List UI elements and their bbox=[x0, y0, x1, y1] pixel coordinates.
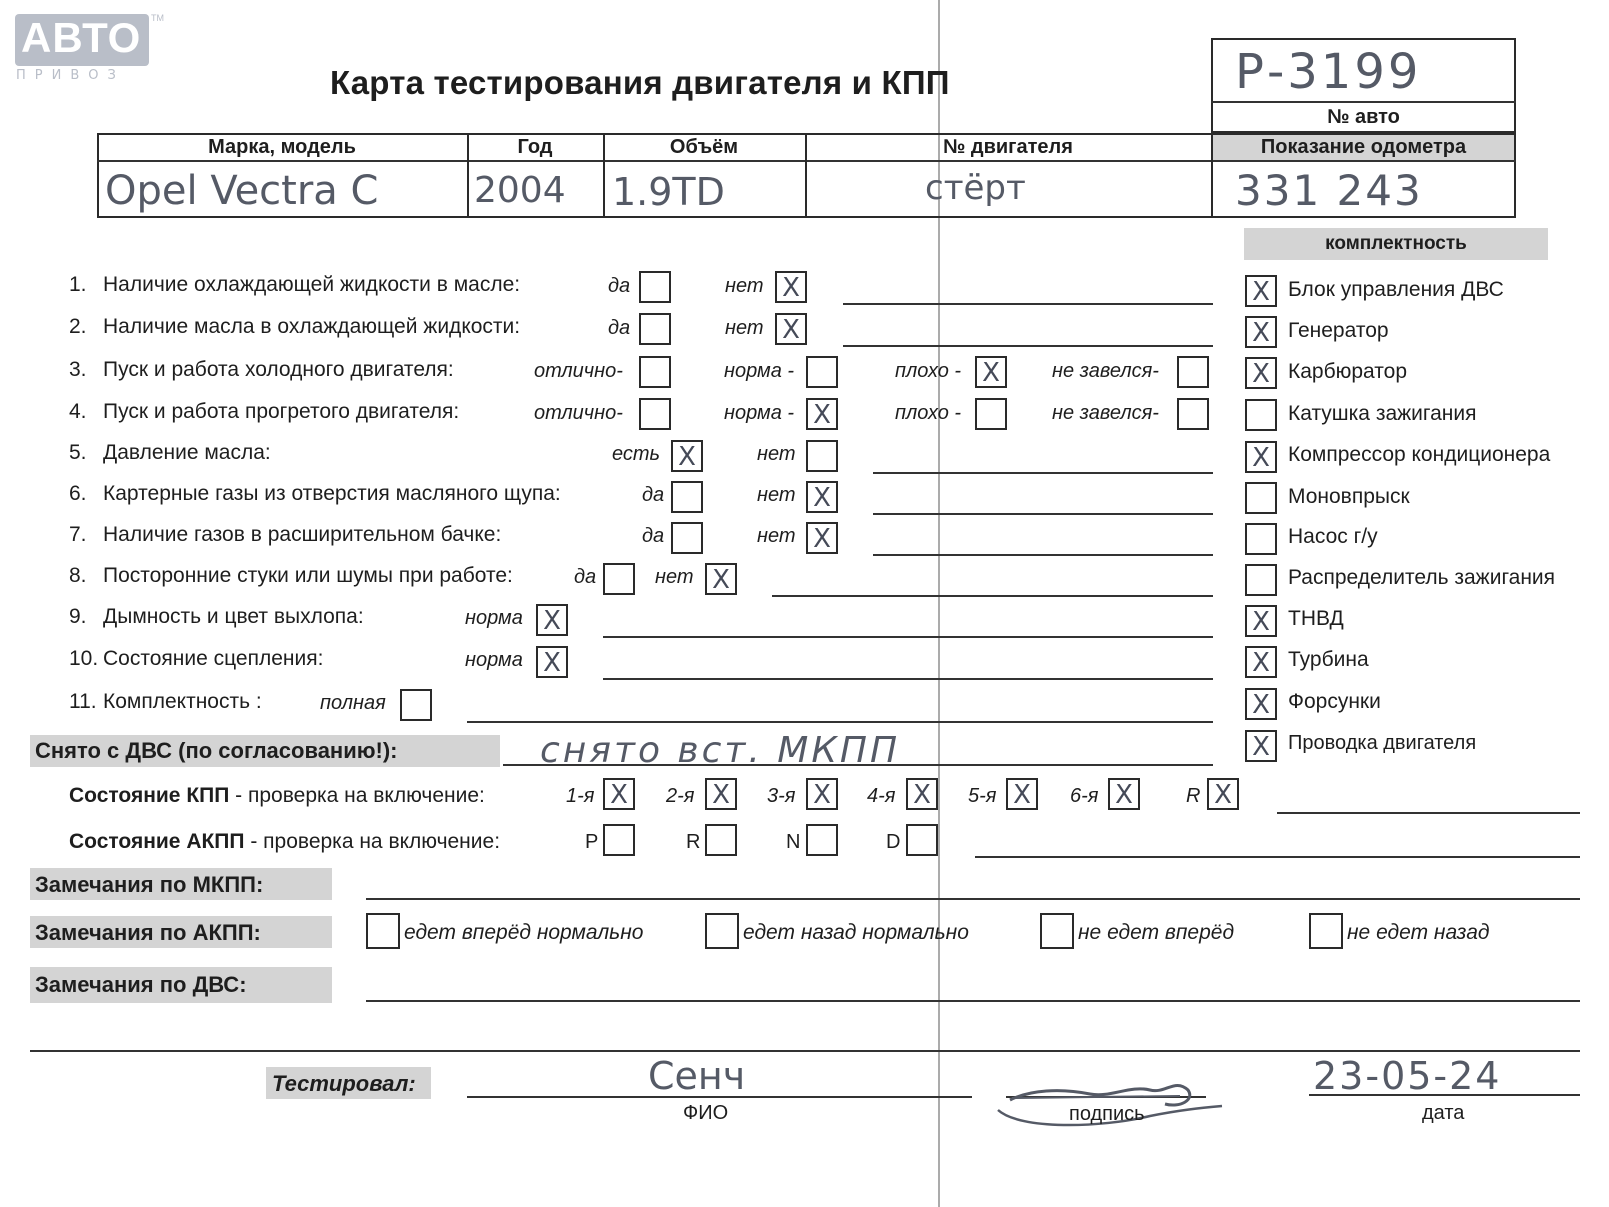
option-bad: плохо - bbox=[895, 360, 962, 382]
signature-label: подпись bbox=[1069, 1103, 1145, 1125]
option-normal: норма - bbox=[724, 360, 795, 382]
mode-label: P bbox=[585, 831, 599, 853]
gear-checkbox-6[interactable] bbox=[1108, 778, 1140, 810]
comment-line bbox=[843, 303, 1213, 305]
check-number: 8. bbox=[69, 564, 87, 587]
checkbox-row8-yes[interactable] bbox=[603, 563, 635, 595]
value-make-model: Opel Vectra C bbox=[105, 168, 379, 214]
checkbox-row10-norma[interactable] bbox=[536, 646, 568, 678]
tested-label: Тестировал: bbox=[272, 1071, 416, 1096]
option-not-started: не завелся- bbox=[1052, 402, 1159, 424]
option-no: нет bbox=[757, 484, 796, 506]
check-label: Картерные газы из отверстия масляного щупа: bbox=[103, 482, 561, 505]
akpp-remark-label: не едет назад bbox=[1347, 921, 1490, 944]
remarks-dvs-label: Замечания по ДВС: bbox=[35, 972, 247, 997]
check-number: 11. bbox=[69, 690, 97, 713]
fio-label: ФИО bbox=[683, 1102, 729, 1124]
comment-line bbox=[467, 721, 1213, 723]
logo-text: АВТО bbox=[21, 14, 142, 61]
removed-label: Снято с ДВС (по согласованию!): bbox=[35, 738, 398, 763]
akpp-checkbox-d[interactable] bbox=[906, 824, 938, 856]
kit-checkbox[interactable] bbox=[1245, 275, 1277, 307]
kit-checkbox[interactable] bbox=[1245, 441, 1277, 473]
checkbox-row6-yes[interactable] bbox=[671, 481, 703, 513]
kit-checkbox[interactable] bbox=[1245, 523, 1277, 555]
check-mark: X bbox=[813, 400, 831, 430]
gear-label: 4-я bbox=[867, 785, 896, 807]
remarks-dvs-line bbox=[366, 1000, 1580, 1002]
check-label: Наличие масла в охлаждающей жидкости: bbox=[103, 315, 521, 338]
check-label: Пуск и работа прогретого двигателя: bbox=[103, 400, 460, 423]
checkbox-row4-excellent[interactable] bbox=[639, 398, 671, 430]
car-number-underline bbox=[1211, 101, 1516, 103]
car-number-value: Р-3199 bbox=[1235, 44, 1422, 100]
kit-checkbox[interactable] bbox=[1245, 399, 1277, 431]
check-number: 10. bbox=[69, 647, 99, 670]
checkbox-row5-exists[interactable] bbox=[671, 440, 703, 472]
gear-checkbox-1[interactable] bbox=[603, 778, 635, 810]
akpp-label-bold: Состояние АКПП bbox=[69, 830, 245, 853]
gear-checkbox-r[interactable] bbox=[1207, 778, 1239, 810]
option-not-started: не завелся- bbox=[1052, 360, 1159, 382]
fio-value: Сенч bbox=[648, 1054, 746, 1098]
option-bad: плохо - bbox=[895, 402, 962, 424]
kit-checkbox[interactable] bbox=[1245, 357, 1277, 389]
checkbox-row4-normal[interactable] bbox=[806, 398, 838, 430]
check-label: Пуск и работа холодного двигателя: bbox=[103, 358, 454, 381]
check-mark: X bbox=[913, 780, 931, 810]
check-mark: X bbox=[1013, 780, 1031, 810]
comment-line bbox=[772, 595, 1213, 597]
option-excellent: отлично- bbox=[534, 360, 623, 382]
option-yes: да bbox=[642, 525, 665, 547]
kit-item-label: Насос г/у bbox=[1288, 525, 1378, 548]
kit-item-label: Форсунки bbox=[1288, 690, 1381, 713]
checkbox-row11-full[interactable] bbox=[400, 689, 432, 721]
check-mark: X bbox=[712, 565, 730, 595]
akpp-remark-checkbox-forward-ok[interactable] bbox=[366, 913, 400, 949]
checkbox-row7-no[interactable] bbox=[806, 522, 838, 554]
comment-line bbox=[873, 513, 1213, 515]
kit-item-label: Распределитель зажигания bbox=[1288, 566, 1556, 589]
gear-checkbox-3[interactable] bbox=[806, 778, 838, 810]
checkbox-row2-no[interactable] bbox=[775, 313, 807, 345]
gear-checkbox-4[interactable] bbox=[906, 778, 938, 810]
check-mark: X bbox=[610, 780, 628, 810]
check-mark: X bbox=[543, 606, 561, 636]
check-number: 2. bbox=[69, 315, 87, 338]
gear-label: 3-я bbox=[767, 785, 796, 807]
kit-item-label: Проводка двигателя bbox=[1288, 732, 1477, 754]
kit-title: комплектность bbox=[1325, 233, 1467, 254]
check-mark: X bbox=[1252, 359, 1270, 389]
check-number: 1. bbox=[69, 273, 87, 296]
kpp-label-rest: - проверка на включение: bbox=[229, 784, 485, 807]
akpp-label bbox=[69, 830, 500, 854]
check-mark: X bbox=[982, 358, 1000, 388]
checkbox-row1-yes[interactable] bbox=[639, 271, 671, 303]
kit-checkbox[interactable] bbox=[1245, 564, 1277, 596]
checkbox-row7-yes[interactable] bbox=[671, 522, 703, 554]
gear-label: 1-я bbox=[566, 785, 595, 807]
mode-label: D bbox=[886, 831, 901, 853]
check-number: 6. bbox=[69, 482, 87, 505]
check-mark: X bbox=[543, 648, 561, 678]
checkbox-row2-yes[interactable] bbox=[639, 313, 671, 345]
date-label: дата bbox=[1422, 1102, 1465, 1124]
car-number-label: № авто bbox=[1327, 106, 1400, 128]
mode-label: R bbox=[686, 831, 701, 853]
check-mark: X bbox=[782, 315, 800, 345]
kit-item-label: Карбюратор bbox=[1288, 360, 1408, 383]
checkbox-row6-no[interactable] bbox=[806, 481, 838, 513]
kit-item-label: Генератор bbox=[1288, 319, 1389, 342]
date-value: 23-05-24 bbox=[1313, 1054, 1502, 1098]
akpp-checkbox-p[interactable] bbox=[603, 824, 635, 856]
check-label: Давление масла: bbox=[103, 441, 271, 464]
checkbox-row9-norma[interactable] bbox=[536, 604, 568, 636]
akpp-label-rest: - проверка на включение: bbox=[244, 830, 501, 853]
akpp-remark-checkbox-no-reverse[interactable] bbox=[1309, 913, 1343, 949]
check-label: Состояние сцепления: bbox=[103, 647, 324, 670]
akpp-comment-line bbox=[975, 856, 1580, 858]
header-make-model: Марка, модель bbox=[208, 136, 356, 158]
checkbox-row3-not-started[interactable] bbox=[1177, 356, 1209, 388]
akpp-remark-label: едет назад нормально bbox=[743, 921, 969, 944]
check-mark: X bbox=[1252, 607, 1270, 637]
akpp-checkbox-r[interactable] bbox=[705, 824, 737, 856]
header-volume: Объём bbox=[669, 136, 739, 158]
akpp-remark-label: едет вперёд нормально bbox=[404, 921, 644, 944]
check-label: Дымность и цвет выхлопа: bbox=[103, 605, 364, 628]
kit-item-label: ТНВД bbox=[1288, 607, 1344, 630]
check-number: 4. bbox=[69, 400, 87, 423]
kit-item-label: Компрессор кондиционера bbox=[1288, 443, 1551, 466]
comment-line bbox=[843, 345, 1213, 347]
checkbox-row1-no[interactable] bbox=[775, 271, 807, 303]
akpp-remark-checkbox-no-forward[interactable] bbox=[1040, 913, 1074, 949]
akpp-remark-checkbox-reverse-ok[interactable] bbox=[705, 913, 739, 949]
check-label: Наличие газов в расширительном бачке: bbox=[103, 523, 502, 546]
gear-label: 6-я bbox=[1070, 785, 1099, 807]
gear-checkbox-2[interactable] bbox=[705, 778, 737, 810]
check-number: 5. bbox=[69, 441, 87, 464]
gear-label: R bbox=[1186, 785, 1201, 807]
removed-value: снято вст. МКПП bbox=[540, 730, 901, 771]
akpp-remark-label: не едет вперёд bbox=[1078, 921, 1235, 944]
kit-item-label: Турбина bbox=[1288, 648, 1369, 671]
check-mark: X bbox=[712, 780, 730, 810]
option-norma: норма bbox=[465, 607, 523, 629]
option-yes: да bbox=[574, 566, 597, 588]
gear-label: 5-я bbox=[968, 785, 997, 807]
mode-label: N bbox=[786, 831, 801, 853]
header-odometer: Показание одометра bbox=[1260, 136, 1467, 158]
remarks-akpp-label: Замечания по АКПП: bbox=[35, 920, 261, 945]
kit-checkbox[interactable] bbox=[1245, 730, 1277, 762]
kit-checkbox[interactable] bbox=[1245, 316, 1277, 348]
logo-subtext: ПРИВОЗ bbox=[16, 68, 125, 83]
comment-line bbox=[603, 678, 1213, 680]
kit-checkbox[interactable] bbox=[1245, 688, 1277, 720]
kit-item-label: Блок управления ДВС bbox=[1288, 278, 1504, 301]
check-label: Посторонние стуки или шумы при работе: bbox=[103, 564, 513, 587]
checkbox-row4-not-started[interactable] bbox=[1177, 398, 1209, 430]
checkbox-row3-excellent[interactable] bbox=[639, 356, 671, 388]
option-normal: норма - bbox=[724, 402, 795, 424]
checkbox-row8-no[interactable] bbox=[705, 563, 737, 595]
remarks-mkpp-line bbox=[366, 898, 1580, 900]
check-mark: X bbox=[813, 524, 831, 554]
option-yes: да bbox=[608, 317, 631, 339]
kit-checkbox[interactable] bbox=[1245, 646, 1277, 678]
check-mark: X bbox=[1115, 780, 1133, 810]
check-number: 9. bbox=[69, 605, 87, 628]
page-title: Карта тестирования двигателя и КПП bbox=[330, 64, 950, 101]
check-mark: X bbox=[678, 442, 696, 472]
check-mark: X bbox=[1252, 277, 1270, 307]
header-engine-number: № двигателя bbox=[943, 136, 1073, 158]
value-engine-number: стёрт bbox=[925, 168, 1026, 208]
value-volume: 1.9TD bbox=[612, 170, 725, 214]
check-number: 3. bbox=[69, 358, 87, 381]
comment-line bbox=[603, 636, 1213, 638]
comment-line bbox=[873, 554, 1213, 556]
kpp-label-bold: Состояние КПП bbox=[69, 784, 230, 807]
remarks-mkpp-label: Замечания по МКПП: bbox=[35, 872, 264, 897]
check-mark: X bbox=[813, 483, 831, 513]
option-no: нет bbox=[655, 566, 694, 588]
checkbox-row3-bad[interactable] bbox=[975, 356, 1007, 388]
option-no: нет bbox=[757, 443, 796, 465]
option-yes: да bbox=[608, 275, 631, 297]
check-mark: X bbox=[1252, 648, 1270, 678]
avto-privoz-logo bbox=[15, 14, 149, 66]
check-mark: X bbox=[1252, 443, 1270, 473]
logo-trademark: TM bbox=[151, 13, 164, 23]
checkbox-row3-normal[interactable] bbox=[806, 356, 838, 388]
option-no: нет bbox=[725, 275, 764, 297]
header-year: Год bbox=[517, 136, 553, 158]
value-odometer: 331 243 bbox=[1235, 166, 1423, 215]
gear-checkbox-5[interactable] bbox=[1006, 778, 1038, 810]
option-norma: норма bbox=[465, 649, 523, 671]
check-mark: X bbox=[782, 273, 800, 303]
akpp-checkbox-n[interactable] bbox=[806, 824, 838, 856]
option-no: нет bbox=[725, 317, 764, 339]
check-mark: X bbox=[1214, 780, 1232, 810]
option-no: нет bbox=[757, 525, 796, 547]
kit-item-label: Катушка зажигания bbox=[1288, 402, 1477, 425]
checkbox-row5-no[interactable] bbox=[806, 440, 838, 472]
check-label: Наличие охлаждающей жидкости в масле: bbox=[103, 273, 521, 296]
kit-checkbox[interactable] bbox=[1245, 482, 1277, 514]
checkbox-row4-bad[interactable] bbox=[975, 398, 1007, 430]
option-yes: да bbox=[642, 484, 665, 506]
kpp-comment-line bbox=[1277, 812, 1580, 814]
option-exists: есть bbox=[612, 443, 661, 465]
check-mark: X bbox=[1252, 690, 1270, 720]
check-number: 7. bbox=[69, 523, 87, 546]
check-mark: X bbox=[1252, 732, 1270, 762]
kit-item-label: Моновпрыск bbox=[1288, 485, 1410, 508]
gear-label: 2-я bbox=[666, 785, 695, 807]
remarks-extra-line bbox=[30, 1050, 1580, 1052]
value-year: 2004 bbox=[474, 170, 566, 211]
check-mark: X bbox=[1252, 318, 1270, 348]
check-label: Комплектность : bbox=[103, 690, 262, 713]
kit-checkbox[interactable] bbox=[1245, 605, 1277, 637]
option-full: полная bbox=[320, 692, 386, 714]
check-mark: X bbox=[813, 780, 831, 810]
comment-line bbox=[873, 472, 1213, 474]
kpp-label bbox=[69, 784, 485, 808]
option-excellent: отлично- bbox=[534, 402, 623, 424]
